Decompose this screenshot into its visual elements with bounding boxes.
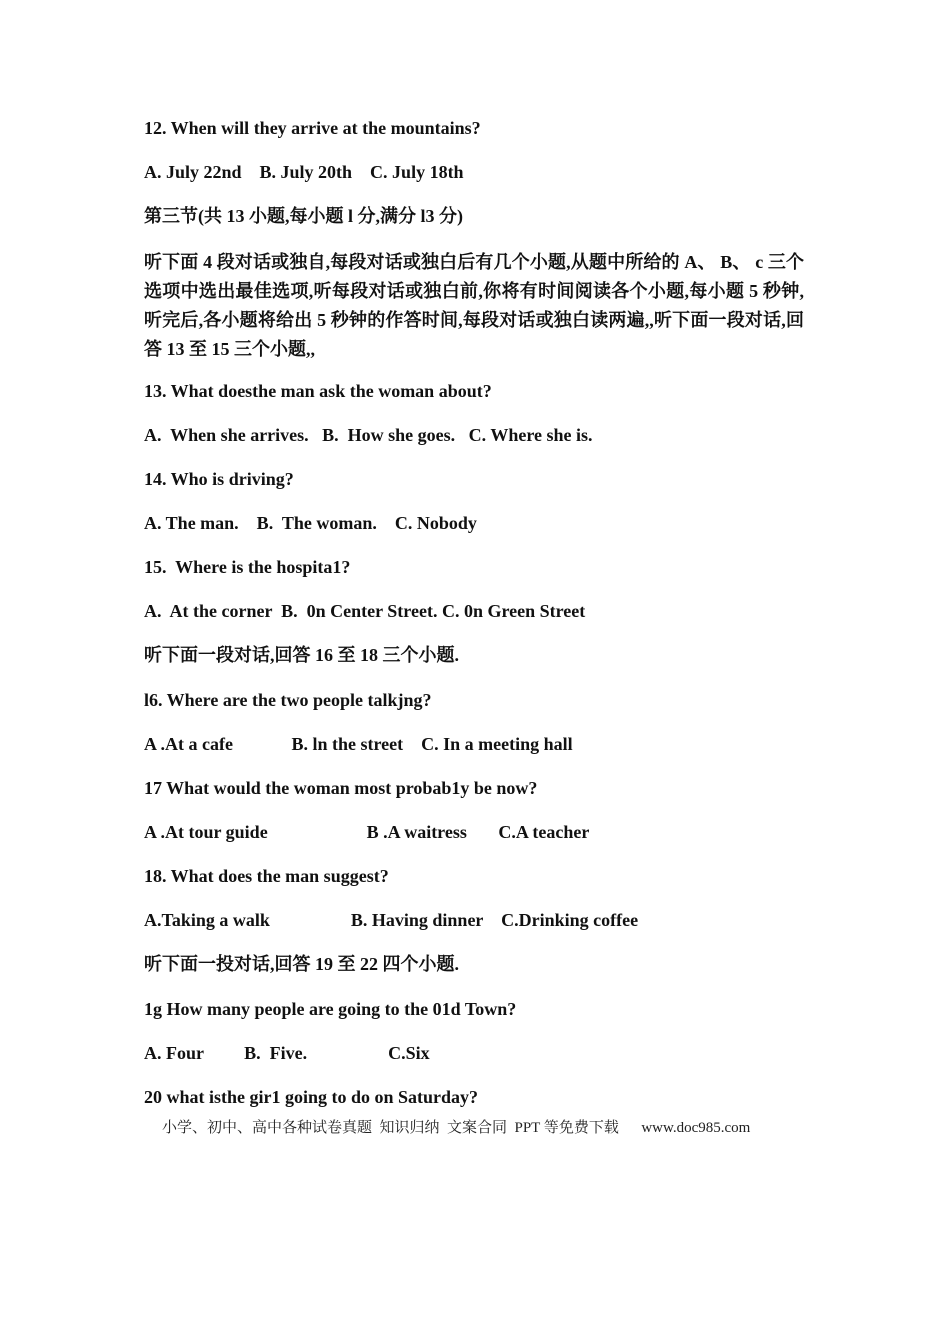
question-13-options: A. When she arrives. B. How she goes. C. Where she is.: [144, 425, 593, 445]
question-13: 13. What doesthe man ask the woman about?: [144, 381, 492, 401]
question-12-options: A. July 22nd B. July 20th C. July 18th: [144, 162, 464, 182]
question-14: 14. Who is driving?: [144, 469, 294, 489]
dialogue-instruction-19-22: 听下面一投对话,回答 19 至 22 四个小题.: [144, 954, 459, 974]
question-18: 18. What does the man suggest?: [144, 866, 389, 886]
question-19-options: A. Four B. Five. C.Six: [144, 1043, 430, 1063]
section-instructions: 听下面 4 段对话或独自,每段对话或独白后有几个小题,从题中所给的 A、 B、 c 三个选项中选出最佳选项,听每段对话或独白前,你将有时间阅读各个小题,每小题 5 秒钟, 听完后,各小题将给出 5 秒钟的作答时间,每段对话或独白读两遍,,听下面一段对话,回答 13 至 15 三个小题,,: [144, 252, 804, 359]
dialogue-instruction-16-18: 听下面一段对话,回答 16 至 18 三个小题.: [144, 645, 459, 665]
question-19: 1g How many people are going to the 01d Town?: [144, 999, 517, 1019]
question-17-options: A .At tour guide B .A waitress C.A teacher: [144, 822, 590, 842]
question-16: l6. Where are the two people talkjng?: [144, 690, 432, 710]
question-14-options: A. The man. B. The woman. C. Nobody: [144, 513, 477, 533]
question-15-options: A. At the corner B. 0n Center Street. C. 0n Green Street: [144, 601, 586, 621]
question-15: 15. Where is the hospita1?: [144, 557, 351, 577]
question-12: 12. When will they arrive at the mountains?: [144, 118, 481, 138]
page-footer: 小学、初中、高中各种试卷真题 知识归纳 文案合同 PPT 等免费下载 www.doc985.com: [162, 1120, 751, 1136]
section-heading: 第三节(共 13 小题,每小题 l 分,满分 l3 分): [144, 206, 463, 226]
question-16-options: A .At a cafe B. ln the street C. In a meeting hall: [144, 734, 573, 754]
question-18-options: A.Taking a walk B. Having dinner C.Drinking coffee: [144, 910, 639, 930]
question-20: 20 what isthe gir1 going to do on Saturday?: [144, 1087, 479, 1107]
question-17: 17 What would the woman most probab1y be now?: [144, 778, 538, 798]
